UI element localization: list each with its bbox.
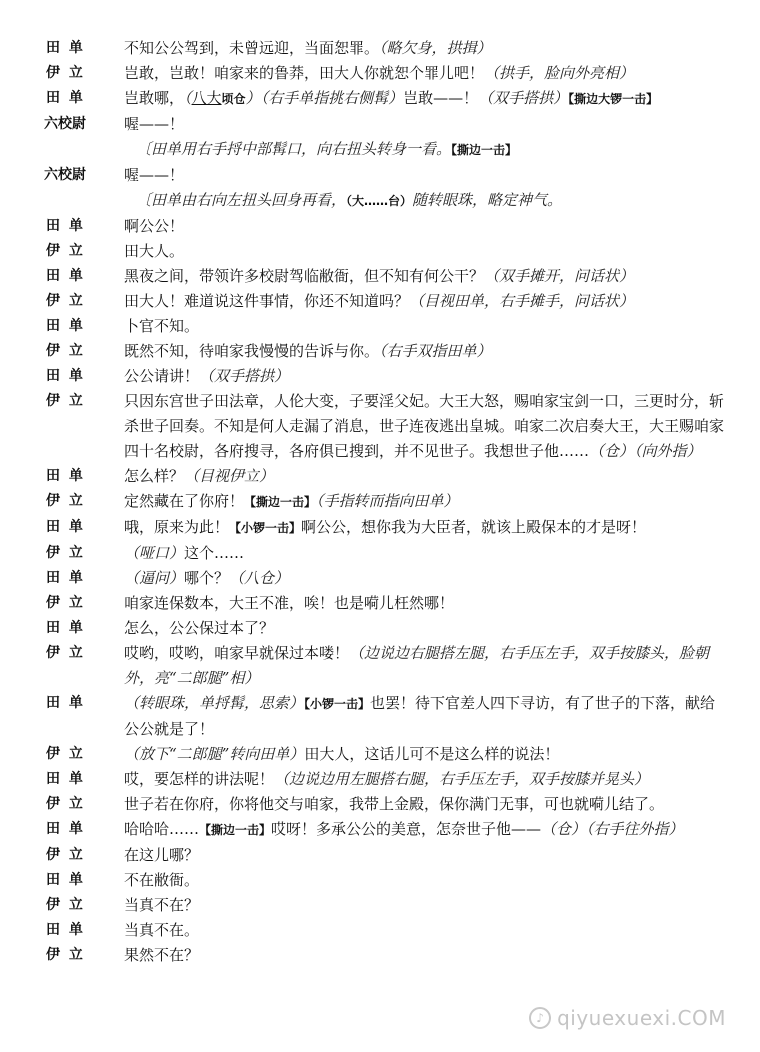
line-text	[124, 918, 729, 943]
speech-text: 既然不知，待咱家我慢慢的告诉与你。	[124, 342, 380, 360]
percussion-cue: 顷仓	[221, 92, 246, 106]
speech-text: 哪个？	[184, 569, 230, 587]
speech-text: 啊公公，想你我为大臣者，就该上殿保本的才是呀！	[301, 518, 647, 536]
dialogue-line	[0, 843, 760, 868]
dialogue-line	[0, 541, 760, 566]
speech-text: 啊公公！	[124, 217, 185, 235]
percussion-cue: 【小锣一击】	[304, 697, 371, 711]
dialogue-line	[0, 616, 760, 641]
line-text	[124, 188, 729, 214]
speaker-name: 伊 立	[46, 545, 85, 561]
line-text	[124, 893, 729, 918]
dialogue-line	[0, 214, 760, 239]
line-text	[124, 868, 729, 893]
percussion-cue: 【撕边大锣一击】	[568, 92, 659, 106]
speech-text: 当真不在？	[124, 896, 200, 914]
speech-text: 定然藏在了你府！	[124, 492, 245, 510]
dialogue-line	[0, 61, 760, 86]
dialogue-line	[0, 868, 760, 893]
line-text	[124, 314, 729, 339]
dialogue-line	[0, 767, 760, 792]
line-text	[124, 61, 729, 86]
action-note: （	[184, 89, 192, 107]
line-text	[124, 86, 729, 112]
line-text	[124, 641, 729, 691]
speaker-name: 田 单	[46, 519, 85, 535]
watermark-text: qiyuexuexi.COM	[557, 1006, 726, 1030]
action-note: （哑口）	[124, 544, 185, 562]
dialogue-line	[0, 918, 760, 943]
speaker-name: 田 单	[46, 468, 85, 484]
percussion-cue: 【撕边一击】	[199, 823, 272, 837]
line-text	[124, 616, 729, 641]
percussion-cue: 【小锣一击】	[229, 521, 302, 535]
speaker-name: 田 单	[46, 821, 85, 837]
line-text	[124, 767, 729, 792]
percussion-cue: 【撕边一击】	[244, 495, 317, 509]
speech-text: 田大人。	[124, 242, 185, 260]
action-note: 〔田单用右手捋中部髯口，向右扭头转身一看。	[136, 140, 452, 158]
line-text	[124, 389, 729, 464]
watermark-logo-icon: ♪	[529, 1007, 551, 1029]
dialogue-line	[0, 641, 760, 691]
speech-text: 哈哈哈……	[124, 820, 200, 838]
speaker-name: 伊 立	[46, 897, 85, 913]
speech-text: 世子若在你府，你将他交与咱家，我带上金殿，保你满门无事，可也就嗬儿结了。	[124, 795, 665, 813]
action-note: 随转眼珠，略定神气。	[412, 191, 563, 209]
line-text	[124, 339, 729, 364]
line-text	[124, 137, 729, 163]
speaker-name: 田 单	[46, 268, 85, 284]
speaker-name: 田 单	[46, 922, 85, 938]
speaker-name: 伊 立	[46, 746, 85, 762]
percussion-cue: （大……台）	[346, 194, 413, 208]
action-note: （手指转而指向田单）	[316, 492, 459, 510]
action-note: （双手摊开，问话状）	[484, 267, 635, 285]
dialogue-line	[0, 163, 760, 188]
line-text	[124, 264, 729, 289]
speaker-name: 伊 立	[46, 947, 85, 963]
speaker-name: 田 单	[46, 570, 85, 586]
line-text	[124, 289, 729, 314]
speech-text: 哎哟，哎哟，咱家早就保过本喽！	[124, 644, 350, 662]
line-text	[124, 163, 729, 188]
speech-text: 哎，要怎样的讲法呢！	[124, 770, 275, 788]
action-note: （放下“二郎腿”转向田单）	[124, 745, 305, 763]
speech-text: 不在敝衙。	[124, 871, 200, 889]
speaker-name: 田 单	[46, 620, 85, 636]
action-note: （转眼珠，单捋髯，思索）	[124, 694, 305, 712]
speech-text: 田大人，这话儿可不是这么样的说法！	[304, 745, 560, 763]
line-text	[124, 742, 729, 767]
action-note: （拱手，脸向外亮相）	[484, 64, 635, 82]
speech-text: 哦，原来为此！	[124, 518, 230, 536]
line-text	[124, 239, 729, 264]
dialogue-line	[0, 86, 760, 112]
speaker-name: 六校尉	[44, 167, 86, 183]
dialogue-line	[0, 112, 760, 137]
line-text	[124, 36, 729, 61]
dialogue-line	[0, 239, 760, 264]
dialogue-line	[0, 489, 760, 515]
dialogue-line	[0, 36, 760, 61]
action-note: （边说边右腿搭左腿，右手压左手，双手按膝头，脸朝外，亮“二郎腿”相）	[124, 644, 710, 687]
speaker-name: 伊 立	[46, 65, 85, 81]
speech-text: 岂敢——！	[403, 89, 479, 107]
speech-text: 公公请讲！	[124, 367, 200, 385]
speaker-name: 伊 立	[46, 595, 85, 611]
dialogue-line	[0, 591, 760, 616]
line-text	[124, 214, 729, 239]
line-text	[124, 691, 729, 742]
dialogue-line	[0, 691, 760, 742]
speaker-name: 伊 立	[46, 493, 85, 509]
speaker-name: 伊 立	[46, 645, 85, 661]
speech-text: 在这儿哪？	[124, 846, 200, 864]
action-note: （目视伊立）	[184, 467, 275, 485]
line-text	[124, 817, 729, 843]
dialogue-line	[0, 389, 760, 464]
speech-text: 喔——！	[124, 166, 185, 184]
speaker-name: 伊 立	[46, 847, 85, 863]
dialogue-line	[0, 314, 760, 339]
dialogue-line	[0, 289, 760, 314]
speaker-name: 田 单	[46, 695, 85, 711]
speaker-name: 六校尉	[44, 116, 86, 132]
watermark	[529, 1006, 726, 1030]
underlined-cue: 八大	[191, 89, 222, 107]
action-note: ）（右手单指挑右侧髯）	[245, 89, 404, 107]
action-note: （八仓）	[229, 569, 290, 587]
dialogue-line	[0, 515, 760, 541]
line-text	[124, 515, 729, 541]
speech-text: 咱家连保数本，大王不准，唉！也是嗬儿枉然哪！	[124, 594, 455, 612]
dialogue-line	[0, 742, 760, 767]
speech-text: 果然不在？	[124, 946, 200, 964]
stage-direction	[0, 137, 760, 163]
line-text	[124, 566, 729, 591]
speech-text: 黑夜之间，带领许多校尉驾临敝衙，但不知有何公干？	[124, 267, 485, 285]
speaker-name: 田 单	[46, 318, 85, 334]
line-text	[124, 541, 729, 566]
dialogue-line	[0, 264, 760, 289]
script-body	[0, 36, 760, 968]
speaker-name: 伊 立	[46, 393, 85, 409]
dialogue-line	[0, 464, 760, 489]
speech-text: 哎呀！多承公公的美意，怎奈世子他——	[271, 820, 542, 838]
speech-text: 田大人！难道说这件事情，你还不知道吗？	[124, 292, 410, 310]
action-note: （右手双指田单）	[379, 342, 492, 360]
speech-text: 当真不在。	[124, 921, 200, 939]
speaker-name: 田 单	[46, 40, 85, 56]
speaker-name: 田 单	[46, 872, 85, 888]
action-note: （逼问）	[124, 569, 185, 587]
action-note: （双手搭拱）	[478, 89, 569, 107]
speech-text: 不知公公驾到，未曾远迎，当面恕罪。	[124, 39, 380, 57]
action-note: 〔田单由右向左扭头回身再看，	[136, 191, 347, 209]
speech-text: 怎么，公公保过本了？	[124, 619, 275, 637]
dialogue-line	[0, 364, 760, 389]
speech-text: 岂敢，岂敢！咱家来的鲁莽，田大人你就恕个罪儿吧！	[124, 64, 485, 82]
speaker-name: 伊 立	[46, 343, 85, 359]
speaker-name: 田 单	[46, 90, 85, 106]
dialogue-line	[0, 566, 760, 591]
action-note: （边说边用左腿搭右腿，右手压左手，双手按膝并晃头）	[274, 770, 650, 788]
speaker-name: 伊 立	[46, 796, 85, 812]
speech-text: 这个……	[184, 544, 245, 562]
line-text	[124, 489, 729, 515]
dialogue-line	[0, 893, 760, 918]
speech-text: 只因东宫世子田法章，人伦大变，子要淫父妃。大王大怒，赐咱家宝剑一口，三更时分，斩杀世子回奏。不知是何人走漏了消息，世子连夜逃出皇城。咱家二次启奏大王，大王赐咱家四十名校尉，各府搜寻，各府俱已搜到，并不见世子。我想世子他……	[124, 392, 725, 460]
speech-text: 卜官不知。	[124, 317, 200, 335]
line-text	[124, 943, 729, 968]
speech-text: 岂敢哪，	[124, 89, 185, 107]
line-text	[124, 591, 729, 616]
dialogue-line	[0, 817, 760, 843]
speaker-name: 田 单	[46, 218, 85, 234]
dialogue-line	[0, 943, 760, 968]
action-note: （目视田单，右手摊手，问话状）	[409, 292, 635, 310]
speaker-name: 田 单	[46, 368, 85, 384]
speaker-name: 田 单	[46, 771, 85, 787]
action-note: （仓）（右手往外指）	[541, 820, 684, 838]
dialogue-line	[0, 339, 760, 364]
line-text	[124, 112, 729, 137]
action-note: （双手搭拱）	[199, 367, 290, 385]
percussion-cue: 【撕边一击】	[451, 143, 518, 157]
line-text	[124, 464, 729, 489]
speaker-name: 伊 立	[46, 243, 85, 259]
action-note: （略欠身，拱揖）	[379, 39, 492, 57]
speech-text: 也罢！待下官差人四下寻访，有了世子的下落，献给公公就是了！	[124, 694, 716, 738]
speaker-name: 伊 立	[46, 293, 85, 309]
speech-text: 怎么样？	[124, 467, 185, 485]
line-text	[124, 843, 729, 868]
action-note: （仓）（向外指）	[589, 442, 702, 460]
speech-text: 喔——！	[124, 115, 185, 133]
line-text	[124, 792, 729, 817]
line-text	[124, 364, 729, 389]
stage-direction	[0, 188, 760, 214]
dialogue-line	[0, 792, 760, 817]
